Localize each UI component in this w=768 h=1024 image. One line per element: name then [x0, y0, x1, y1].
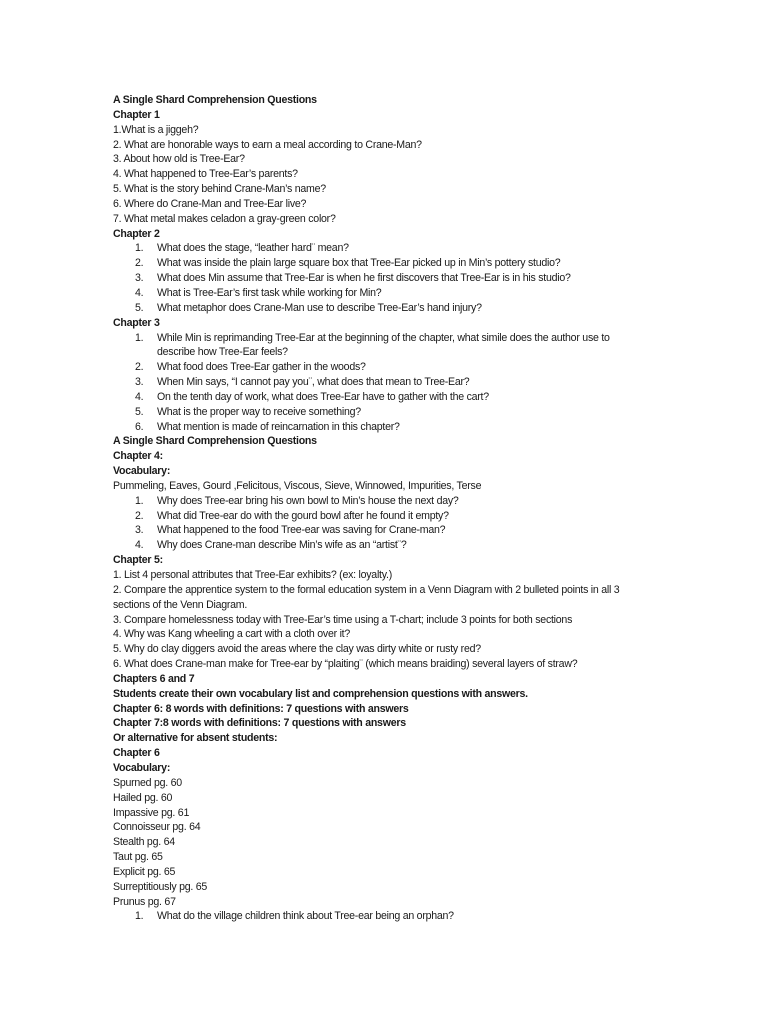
list-item [113, 909, 643, 924]
document-page [113, 93, 643, 924]
vocabulary-item: Explicit pg. 65 [113, 865, 176, 878]
chapter-6-heading: Chapter 6 [113, 747, 160, 760]
chapter-4-question-list [113, 494, 643, 553]
list-item [113, 331, 643, 361]
question-line: 1.What is a jiggeh? [113, 123, 199, 136]
instruction-line: Or alternative for absent students: [113, 732, 278, 745]
list-number: 2. [135, 361, 144, 374]
list-number: 3. [135, 272, 144, 285]
question-line: 4. Why was Kang wheeling a cart with a cloth over it? [113, 628, 351, 641]
question-text: Why does Tree-ear bring his own bowl to Min’s house the next day? [157, 494, 459, 507]
vocabulary-item: Impassive pg. 61 [113, 806, 190, 819]
question-text: What was inside the plain large square box that Tree-Ear picked up in Min’s pottery studio? [157, 257, 561, 270]
question-text: What metaphor does Crane-Man use to describe Tree-Ear’s hand injury? [157, 301, 482, 314]
question-text: Why does Crane-man describe Min’s wife as an “artist¨? [157, 539, 407, 552]
chapter-4-heading: Chapter 4: [113, 450, 163, 463]
chapter-2-question-list [113, 241, 643, 315]
list-number: 4. [135, 539, 144, 552]
list-number: 5. [135, 301, 144, 314]
question-line: 3. Compare homelessness today with Tree-Ear’s time using a T-chart; include 3 points for both sections [113, 613, 573, 626]
list-number: 3. [135, 376, 144, 389]
vocabulary-item: Stealth pg. 64 [113, 836, 175, 849]
chapter-5-heading: Chapter 5: [113, 554, 163, 567]
chapter-1-heading: Chapter 1 [113, 108, 160, 121]
chapter-6-question-list [113, 909, 643, 924]
vocabulary-heading: Vocabulary: [113, 761, 171, 774]
vocabulary-item: Taut pg. 65 [113, 851, 163, 864]
question-line: 5. What is the story behind Crane-Man’s name? [113, 183, 326, 196]
list-item [113, 241, 643, 256]
question-line: 2. What are honorable ways to earn a meal according to Crane-Man? [113, 138, 422, 151]
list-item [113, 256, 643, 271]
instruction-line: Chapter 6: 8 words with definitions: 7 questions with answers [113, 702, 409, 715]
question-line: 5. Why do clay diggers avoid the areas where the clay was dirty white or rusty red? [113, 643, 481, 656]
question-text: What mention is made of reincarnation in this chapter? [157, 420, 400, 433]
list-number: 2. [135, 509, 144, 522]
question-line: 7. What metal makes celadon a gray-green color? [113, 212, 336, 225]
question-text: What is the proper way to receive something? [157, 405, 361, 418]
question-text: What does the stage, “leather hard¨ mean? [157, 242, 349, 255]
list-item [113, 360, 643, 375]
question-line: 6. What does Crane-man make for Tree-ear by “plaiting¨ (which means braiding) several layers of straw? [113, 658, 578, 671]
question-line: 1. List 4 personal attributes that Tree-Ear exhibits? (ex: loyalty.) [113, 569, 392, 581]
question-text: While Min is reprimanding Tree-Ear at the beginning of the chapter, what simile does the author use to describe how Tree-Ear feels? [157, 331, 610, 359]
list-number: 1. [135, 494, 144, 507]
list-item [113, 271, 643, 286]
instruction-line: Chapter 7:8 words with definitions: 7 questions with answers [113, 717, 406, 730]
question-line: 4. What happened to Tree-Ear’s parents? [113, 168, 298, 181]
list-item [113, 286, 643, 301]
list-number: 4. [135, 286, 144, 299]
question-text: What do the village children think about Tree-ear being an orphan? [157, 910, 454, 923]
list-item [113, 405, 643, 420]
list-item [113, 390, 643, 405]
vocabulary-item: Hailed pg. 60 [113, 791, 173, 804]
list-number: 1. [135, 910, 144, 923]
chapter-3-heading: Chapter 3 [113, 316, 160, 329]
question-text: On the tenth day of work, what does Tree-Ear have to gather with the cart? [157, 390, 489, 403]
list-number: 1. [135, 242, 144, 255]
question-text: When Min says, “I cannot pay you¨, what does that mean to Tree-Ear? [157, 376, 470, 389]
document-title-repeat: A Single Shard Comprehension Questions [113, 435, 317, 448]
list-number: 1. [135, 331, 144, 344]
vocabulary-item: Connoisseur pg. 64 [113, 821, 201, 834]
list-item [113, 538, 643, 553]
list-item [113, 420, 643, 435]
vocabulary-item: Spurned pg. 60 [113, 776, 182, 789]
instruction-line: Students create their own vocabulary list and comprehension questions with answers. [113, 687, 528, 700]
list-number: 4. [135, 390, 144, 403]
question-text: What did Tree-ear do with the gourd bowl after he found it empty? [157, 509, 449, 522]
question-line: 6. Where do Crane-Man and Tree-Ear live? [113, 197, 307, 210]
chapter-2-heading: Chapter 2 [113, 227, 160, 240]
list-item [113, 509, 643, 524]
question-text: What does Min assume that Tree-Ear is when he first discovers that Tree-Ear is in his studio? [157, 272, 571, 285]
question-line: 3. About how old is Tree-Ear? [113, 153, 245, 166]
chapters-6-7-heading: Chapters 6 and 7 [113, 672, 195, 685]
list-number: 3. [135, 524, 144, 537]
question-text: What food does Tree-Ear gather in the woods? [157, 361, 366, 374]
vocabulary-heading: Vocabulary: [113, 465, 171, 478]
question-text: What happened to the food Tree-ear was saving for Crane-man? [157, 524, 446, 537]
vocabulary-item: Surreptitiously pg. 65 [113, 880, 208, 893]
list-item [113, 375, 643, 390]
question-text: What is Tree-Ear’s first task while working for Min? [157, 286, 382, 299]
list-item [113, 494, 643, 509]
list-number: 2. [135, 257, 144, 270]
vocabulary-item: Prunus pg. 67 [113, 895, 176, 908]
vocabulary-words: Pummeling, Eaves, Gourd ,Felicitous, Viscous, Sieve, Winnowed, Impurities, Terse [113, 479, 482, 492]
document-title: A Single Shard Comprehension Questions [113, 94, 317, 106]
list-item [113, 523, 643, 538]
list-number: 5. [135, 405, 144, 418]
list-number: 6. [135, 420, 144, 433]
list-item [113, 301, 643, 316]
question-line: 2. Compare the apprentice system to the formal education system in a Venn Diagram with 2 bulleted points in all 3 sections of the Venn Diagram. [113, 583, 620, 611]
chapter-3-question-list [113, 331, 643, 435]
